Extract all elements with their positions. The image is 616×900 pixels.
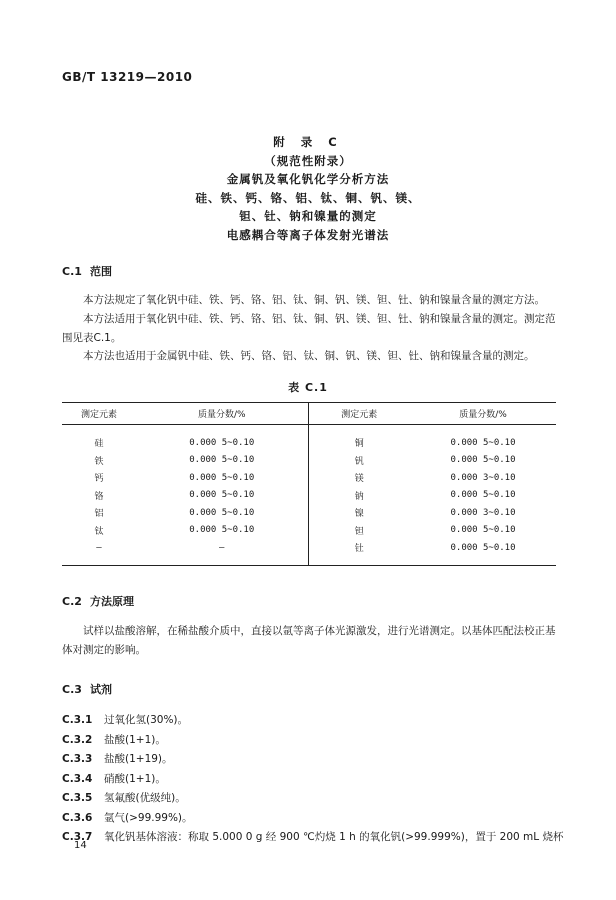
table-cell: 0.000 5~0.10 <box>189 472 255 483</box>
paragraph: 试样以盐酸溶解，在稀盐酸介质中，直接以氩等离子体光源激发，进行光谱测定。以基体匹配法校正基体对测定的影响。 <box>62 625 556 656</box>
table-title: 表 C.1 <box>288 381 328 394</box>
table-row <box>62 522 556 540</box>
table-cell: 钍 <box>308 539 410 565</box>
appendix-type: （规范性附录） <box>264 153 352 168</box>
table-header-row <box>62 403 556 425</box>
table-cell: 镁 <box>308 469 410 487</box>
element-range-table <box>62 402 556 566</box>
table-cell: 钙 <box>94 474 104 485</box>
item-number: C.3.7 <box>62 831 93 843</box>
table-cell: 铬 <box>94 491 104 502</box>
item-number: C.3.5 <box>62 792 93 804</box>
table-cell: 钛 <box>94 526 104 537</box>
paragraph: 本方法也适用于金属钒中硅、铁、钙、铬、铝、钛、铜、钒、镁、钽、钍、钠和镍量含量的测定。 <box>83 350 535 362</box>
item-text: 过氧化氢(30%)。 <box>104 714 189 726</box>
item-text: 氩气(>99.99%)。 <box>104 811 193 824</box>
table-cell: 硅 <box>94 439 104 450</box>
table-cell: 0.000 5~0.10 <box>450 490 516 501</box>
item-text: 氧化钒基体溶液：称取 5.000 0 g 经 900 ℃灼烧 1 h 的氧化钒(>99.999%)，置于 200 mL 烧杯 <box>104 831 564 843</box>
table-cell: 0.000 5~0.10 <box>450 525 516 536</box>
table-cell: — <box>62 539 136 565</box>
section-number: C.1 <box>62 265 82 278</box>
section-heading-c2 <box>62 593 134 609</box>
section-title: 试剂 <box>90 683 112 696</box>
table-cell: 铝 <box>94 509 104 520</box>
table-cell: 钽 <box>308 522 410 540</box>
appendix-heading <box>0 133 616 244</box>
column-header: 质量分数/% <box>136 403 308 425</box>
table-row <box>62 452 556 470</box>
table-cell: 0.000 5~0.10 <box>450 455 516 466</box>
item-text: 硝酸(1+1)。 <box>104 772 166 785</box>
table-row <box>62 487 556 505</box>
table-cell: 0.000 3~0.10 <box>450 507 516 518</box>
paragraph: 本方法适用于氧化钒中硅、铁、钙、铬、铝、钛、铜、钒、镁、钽、钍、钠和镍量含量的测定。测定范围见表C.1。 <box>62 313 556 344</box>
column-header: 质量分数/% <box>410 403 556 425</box>
appendix-label: 附 录 C <box>273 135 343 149</box>
item-number: C.3.2 <box>62 733 93 746</box>
table-cell: 0.000 3~0.10 <box>450 472 516 483</box>
table-row <box>62 539 556 565</box>
table-cell: 钠 <box>308 487 410 505</box>
section-title: 方法原理 <box>90 595 134 608</box>
item-number: C.3.3 <box>62 753 93 765</box>
item-number: C.3.1 <box>62 714 93 726</box>
appendix-title-line: 硅、铁、钙、铬、铝、钛、铜、钒、镁、 <box>195 190 421 205</box>
item-number: C.3.4 <box>62 772 93 785</box>
section-number: C.2 <box>62 595 82 608</box>
appendix-title-line: 钽、钍、钠和镍量的测定 <box>239 209 377 223</box>
section-title: 范围 <box>90 265 112 278</box>
table-row <box>62 469 556 487</box>
column-header: 测定元素 <box>308 403 410 425</box>
item-text: 氢氟酸(优级纯)。 <box>104 792 186 804</box>
item-number: C.3.6 <box>62 811 93 824</box>
table-cell: — <box>136 539 308 565</box>
table-cell: 铜 <box>308 425 410 452</box>
table-cell: 0.000 5~0.10 <box>189 490 255 501</box>
list-item <box>62 731 562 751</box>
section-heading-c1 <box>62 263 112 279</box>
table-row <box>62 425 556 452</box>
list-item <box>62 770 562 790</box>
section-number: C.3 <box>62 683 82 696</box>
table-cell: 0.000 5~0.10 <box>189 455 255 466</box>
table-cell: 0.000 5~0.10 <box>189 507 255 518</box>
list-item <box>62 711 562 731</box>
standard-number: GB/T 13219—2010 <box>62 70 193 84</box>
table-cell: 铁 <box>94 456 104 467</box>
table-cell: 0.000 5~0.10 <box>189 437 255 448</box>
table-cell: 0.000 5~0.10 <box>450 437 516 448</box>
appendix-title-line: 金属钒及氧化钒化学分析方法 <box>226 172 390 186</box>
paragraph: 本方法规定了氧化钒中硅、铁、钙、铬、铝、钛、铜、钒、镁、钽、钍、钠和镍量含量的测定方法。 <box>83 294 545 306</box>
list-item <box>62 750 562 770</box>
appendix-title-line: 电感耦合等离子体发射光谱法 <box>226 227 390 242</box>
list-item <box>62 828 562 848</box>
column-header: 测定元素 <box>62 403 136 425</box>
list-item <box>62 809 562 829</box>
item-text: 盐酸(1+1)。 <box>104 733 166 746</box>
table-row <box>62 504 556 522</box>
page-number: 14 <box>74 840 87 851</box>
table-cell: 镍 <box>308 504 410 522</box>
section-heading-c3 <box>62 681 112 697</box>
item-text: 盐酸(1+19)。 <box>104 753 173 765</box>
reagent-list <box>62 711 562 848</box>
list-item <box>62 789 562 809</box>
table-cell: 钒 <box>308 452 410 470</box>
table-cell: 0.000 5~0.10 <box>189 525 255 536</box>
table-cell: 0.000 5~0.10 <box>410 539 556 565</box>
